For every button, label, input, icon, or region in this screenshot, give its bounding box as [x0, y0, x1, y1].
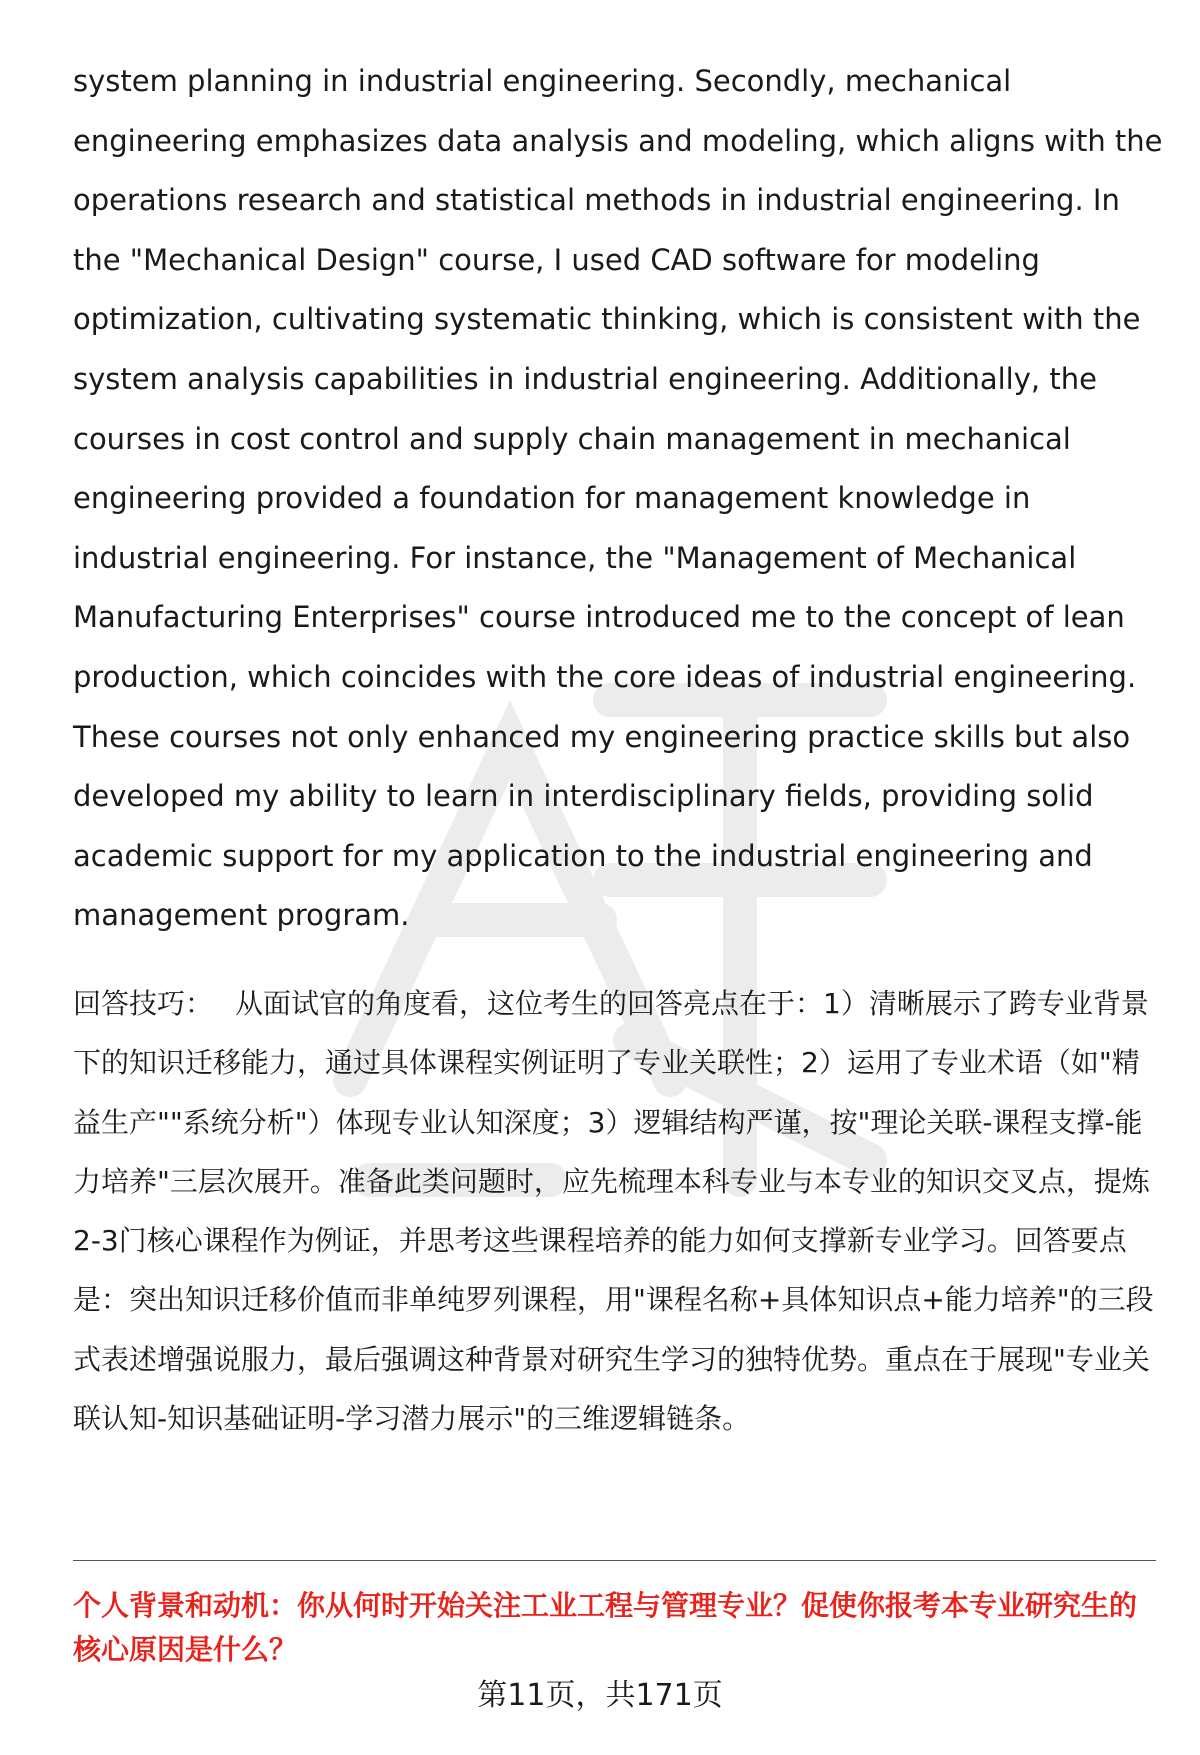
section-divider: [73, 1560, 1156, 1561]
answer-tips-paragraph: [73, 974, 1158, 1448]
page-number-footer: 第11页，共171页: [477, 1678, 723, 1713]
answer-paragraph: system planning in industrial engineering. Secondly, mechanical engineering emphasizes data analysis and modeling, which aligns with the operations research and statistical methods in industrial engineering. In the "Mechanical Design" course, I used CAD software for modeling optimization, cultivating systematic thinking, which is consistent with the system analysis capabilities in industrial engineering. Additionally, the courses in cost control and supply chain management in mechanical engineering provided a foundation for management knowledge in industrial engineering. For instance, the "Management of Mechanical Manufacturing Enterprises" course introduced me to the concept of lean production, which coincides with the core ideas of industrial engineering. These courses not only enhanced my engineering practice skills but also developed my ability to learn in interdisciplinary fields, providing solid academic support for my application to the industrial engineering and management program.: [73, 64, 1163, 933]
next-question-heading: 个人背景和动机：你从何时开始关注工业工程与管理专业？促使你报考本专业研究生的核心原因是什么？: [73, 1589, 1138, 1666]
tips-text: 从面试官的角度看，这位考生的回答亮点在于：1）清晰展示了跨专业背景下的知识迁移能力，通过具体课程实例证明了专业关联性；2）运用了专业术语（如"精益生产""系统分析"）体现专业认知深度；3）逻辑结构严谨，按"理论关联-课程支撑-能力培养"三层次展开。准备此类问题时，应先梳理本科专业与本专业的知识交叉点，提炼2-3门核心课程作为例证，并思考这些课程培养的能力如何支撑新专业学习。回答要点是：突出知识迁移价值而非单纯罗列课程，用"课程名称+具体知识点+能力培养"的三段式表述增强说服力，最后强调这种背景对研究生学习的独特优势。重点在于展现"专业关联认知-知识基础证明-学习潜力展示"的三维逻辑链条。: [73, 987, 1154, 1436]
tips-label: 回答技巧：: [73, 987, 214, 1020]
